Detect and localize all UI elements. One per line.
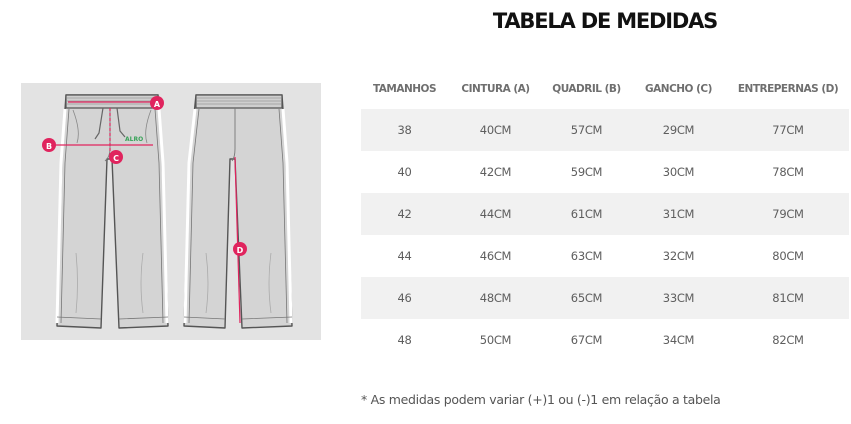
cell-rise: 32CM bbox=[662, 249, 695, 263]
table-row bbox=[361, 109, 849, 151]
cell-hip: 67CM bbox=[570, 333, 603, 347]
cell-waist: 42CM bbox=[479, 165, 512, 179]
cell-size: 42 bbox=[361, 193, 448, 235]
cell-hip: 65CM bbox=[543, 277, 630, 319]
svg-text:C: C bbox=[113, 154, 119, 163]
cell-size: 38 bbox=[361, 109, 448, 151]
cell-size: 48 bbox=[397, 333, 412, 347]
pants-front-view bbox=[53, 95, 168, 328]
table-row bbox=[361, 235, 849, 277]
cell-hip: 61CM bbox=[543, 193, 630, 235]
cell-waist: 48CM bbox=[448, 277, 543, 319]
svg-text:D: D bbox=[236, 246, 244, 255]
svg-text:B: B bbox=[45, 142, 53, 151]
table-header-row bbox=[361, 69, 849, 109]
pants-back-view bbox=[184, 95, 292, 328]
cell-inseam: 77CM bbox=[727, 109, 849, 151]
table-row bbox=[361, 151, 849, 193]
marker-a bbox=[150, 96, 164, 110]
column-header-cintura: CINTURA (A) bbox=[461, 83, 530, 95]
cell-hip: 57CM bbox=[543, 109, 630, 151]
cell-rise: 31CM bbox=[630, 193, 727, 235]
cell-rise: 33CM bbox=[630, 277, 727, 319]
cell-waist: 46CM bbox=[479, 249, 512, 263]
marker-d bbox=[233, 242, 247, 256]
column-header-tamanhos: TAMANHOS bbox=[372, 83, 437, 95]
table-row bbox=[361, 277, 849, 319]
cell-waist: 50CM bbox=[479, 333, 512, 347]
page-title: TABELA DE MEDIDAS bbox=[492, 9, 718, 33]
cell-inseam: 81CM bbox=[727, 277, 849, 319]
cell-size: 44 bbox=[397, 249, 412, 263]
cell-size: 40 bbox=[397, 165, 412, 179]
column-header-quadril: QUADRIL (B) bbox=[552, 83, 621, 95]
cell-waist: 40CM bbox=[448, 109, 543, 151]
brand-tag: ALRO bbox=[125, 136, 144, 143]
svg-text:A: A bbox=[153, 100, 161, 109]
table-row bbox=[361, 319, 849, 361]
cell-waist: 44CM bbox=[448, 193, 543, 235]
cell-rise: 30CM bbox=[662, 165, 695, 179]
cell-size: 46 bbox=[361, 277, 448, 319]
cell-inseam: 79CM bbox=[727, 193, 849, 235]
cell-hip: 59CM bbox=[570, 165, 603, 179]
column-header-entrepernas: ENTREPERNAS (D) bbox=[737, 83, 839, 95]
column-header-gancho: GANCHO (C) bbox=[645, 83, 712, 95]
cell-inseam: 82CM bbox=[772, 333, 804, 347]
cell-inseam: 78CM bbox=[772, 165, 804, 179]
measurement-note: * As medidas podem variar (+)1 ou (-)1 em relação a tabela bbox=[361, 392, 721, 407]
cell-inseam: 80CM bbox=[772, 249, 804, 263]
marker-b bbox=[42, 138, 56, 152]
size-table bbox=[361, 69, 849, 361]
cell-rise: 29CM bbox=[630, 109, 727, 151]
table-row bbox=[361, 193, 849, 235]
cell-rise: 34CM bbox=[662, 333, 695, 347]
cell-hip: 63CM bbox=[570, 249, 603, 263]
pants-measurement-illustration bbox=[21, 83, 321, 340]
marker-c bbox=[109, 150, 123, 164]
